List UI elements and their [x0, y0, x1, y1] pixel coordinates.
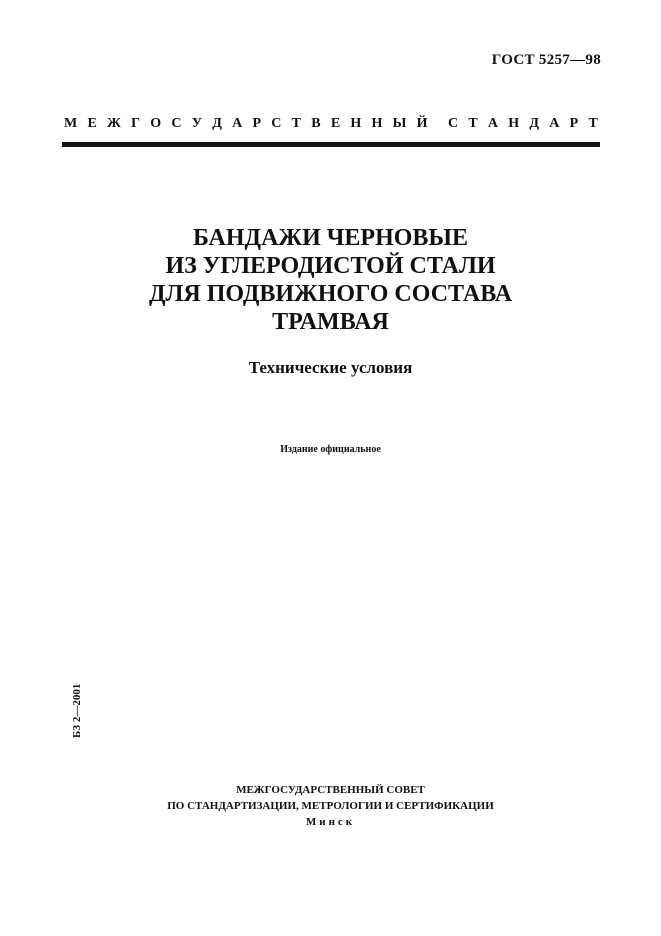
- standard-type-letter: С: [271, 116, 282, 131]
- publisher-city: Минск: [305, 816, 356, 828]
- standard-type-letter: О: [150, 116, 162, 131]
- gost-code: ГОСТ 5257—98: [491, 52, 601, 68]
- header-divider: [62, 142, 600, 147]
- standard-type-letter: У: [191, 116, 203, 131]
- standard-type-letter: Д: [529, 116, 540, 131]
- standard-type-letter: А: [232, 116, 243, 131]
- standard-type-letter: Й: [416, 116, 428, 131]
- standard-type-letter: Н: [371, 116, 383, 131]
- standard-type-letter: Ы: [392, 116, 407, 131]
- standard-type-letter: Р: [569, 116, 579, 131]
- standard-type-letter: Н: [508, 116, 520, 131]
- publisher-line-1: МЕЖГОСУДАРСТВЕННЫЙ СОВЕТ: [236, 784, 425, 796]
- publisher-block: [0, 782, 661, 830]
- catalog-stamp: БЗ 2—2001: [71, 683, 83, 738]
- standard-type-letter: В: [311, 116, 321, 131]
- standard-type-letter: М: [64, 116, 78, 131]
- standard-type-letter: Р: [252, 116, 262, 131]
- standard-type-letter: Т: [291, 116, 301, 131]
- standard-type-letter: Е: [330, 116, 341, 131]
- standard-type-letter: А: [487, 116, 499, 131]
- publisher-line-2: ПО СТАНДАРТИЗАЦИИ, МЕТРОЛОГИИ И СЕРТИФИКАЦИИ: [167, 800, 494, 812]
- title-line-2: ИЗ УГЛЕРОДИСТОЙ СТАЛИ: [165, 253, 496, 279]
- standard-type-heading: [64, 116, 598, 132]
- standard-type-letter: А: [549, 116, 560, 131]
- standard-type-letter: Д: [212, 116, 222, 131]
- title-line-4: ТРАМВАЯ: [272, 309, 389, 335]
- standard-type-letter: Т: [468, 116, 478, 131]
- standard-type-letter: Ж: [107, 116, 121, 131]
- document-subtitle: Технические условия: [248, 358, 413, 377]
- document-title: [0, 224, 661, 336]
- standard-type-letter: Т: [588, 116, 598, 131]
- standard-type-letter: Г: [131, 116, 141, 131]
- standard-type-letter: С: [447, 116, 459, 131]
- edition-note: Издание официальное: [280, 444, 381, 455]
- standard-type-letter: Е: [87, 116, 97, 131]
- title-line-3: ДЛЯ ПОДВИЖНОГО СОСТАВА: [148, 281, 513, 307]
- standard-type-letter: С: [171, 116, 182, 131]
- standard-type-letter: Н: [350, 116, 362, 131]
- title-line-1: БАНДАЖИ ЧЕРНОВЫЕ: [193, 225, 468, 251]
